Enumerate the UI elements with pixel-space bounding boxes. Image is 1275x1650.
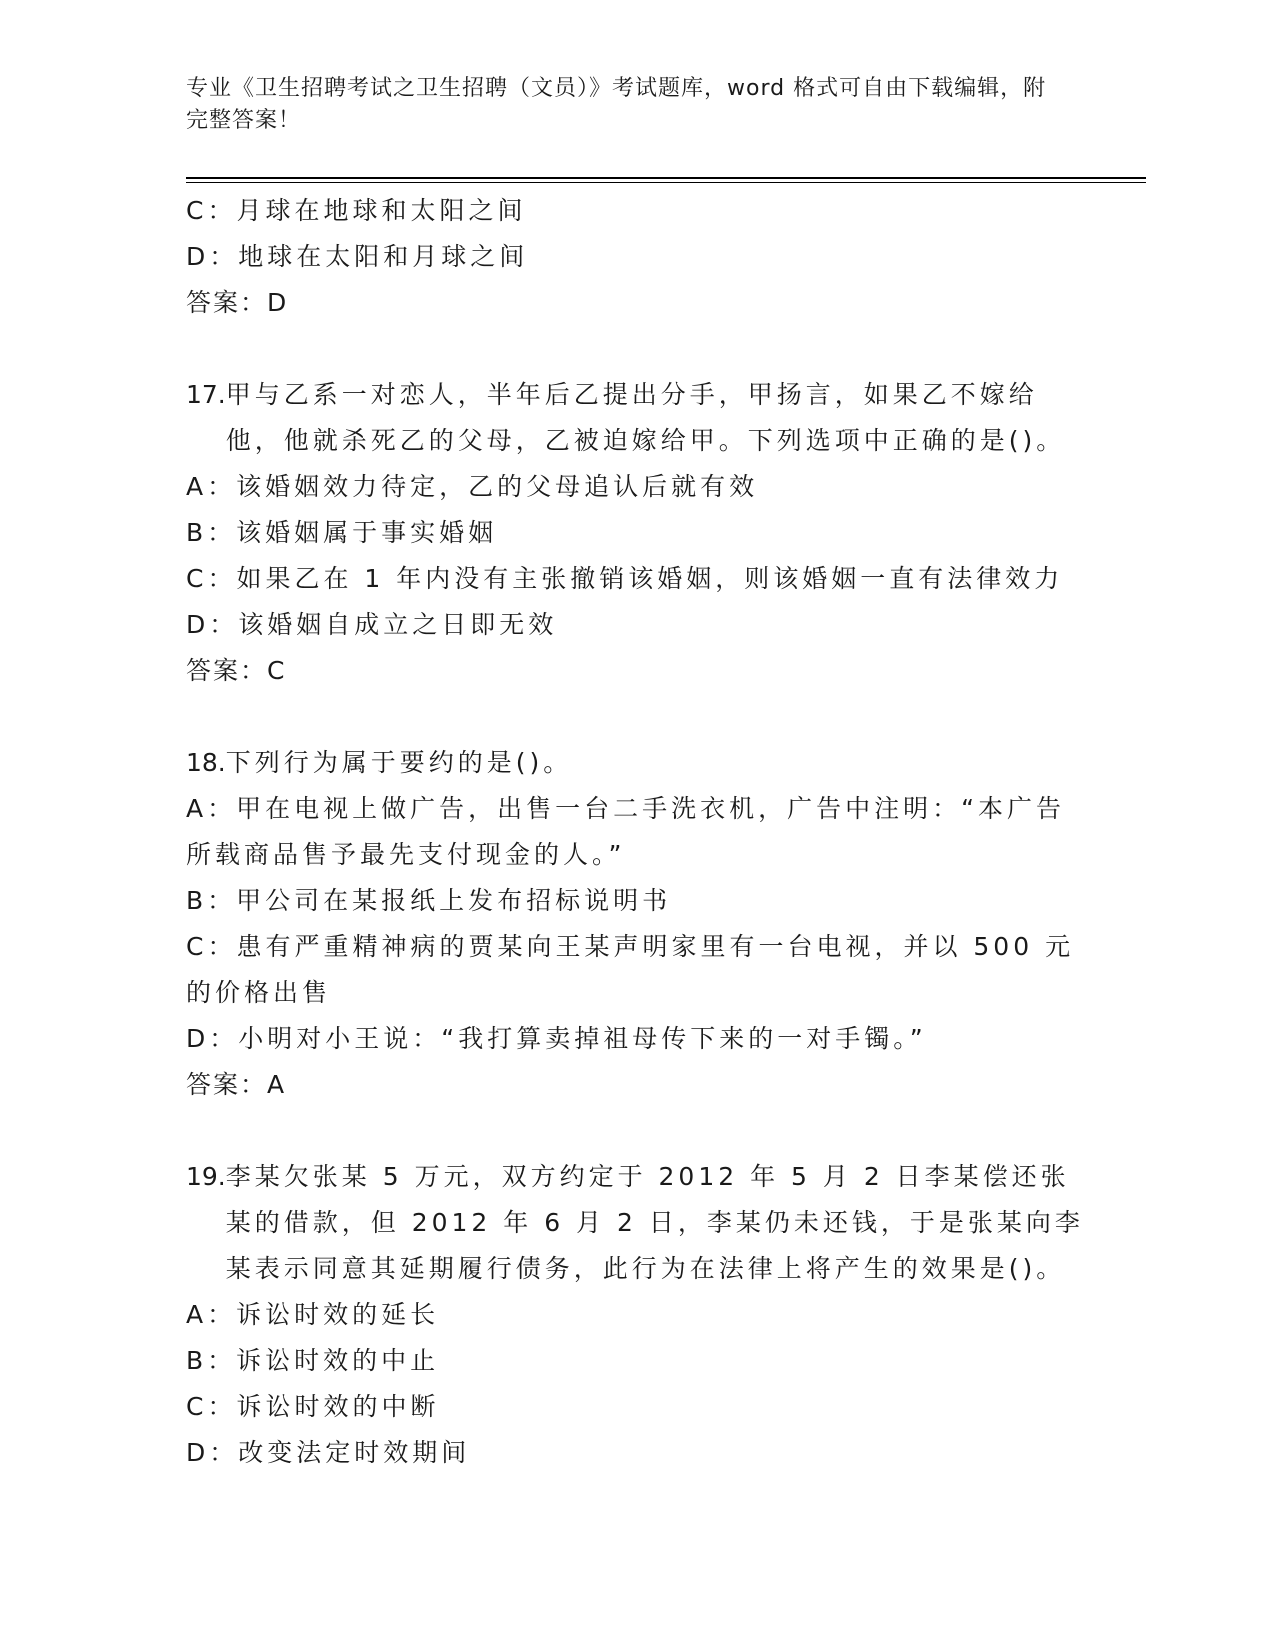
option-d: D：改变法定时效期间	[186, 1438, 471, 1467]
question-16-continued	[186, 188, 1086, 326]
option-d: D：地球在太阳和月球之间	[186, 242, 529, 271]
question-text: 下列行为属于要约的是()。	[225, 748, 573, 777]
option-a: A：诉讼时效的延长	[186, 1300, 440, 1329]
question-stem	[186, 372, 1086, 464]
option-b: B：诉讼时效的中止	[186, 1346, 440, 1375]
option-c: C：诉讼时效的中断	[186, 1392, 440, 1421]
option-c: C：如果乙在 1 年内没有主张撤销该婚姻，则该婚姻一直有法律效力	[186, 564, 1064, 593]
answer-line: 答案：C	[186, 656, 287, 685]
question-text: 甲与乙系一对恋人，半年后乙提出分手，甲扬言，如果乙不嫁给他，他就杀死乙的父母，乙被迫嫁给甲。下列选项中正确的是()。	[225, 380, 1066, 455]
option-d: D：小明对小王说：“我打算卖掉祖母传下来的一对手镯。”	[186, 1024, 927, 1053]
option-a: A：甲在电视上做广告，出售一台二手洗衣机，广告中注明：“本广告所载商品售予最先支付现金的人。”	[186, 794, 1066, 869]
question-number: 17.	[186, 380, 226, 409]
question-stem	[186, 740, 1086, 786]
option-c: C：患有严重精神病的贾某向王某声明家里有一台电视，并以 500 元的价格出售	[186, 932, 1075, 1007]
option-b: B：该婚姻属于事实婚姻	[186, 518, 498, 547]
question-18	[186, 740, 1086, 1108]
option-d: D：该婚姻自成立之日即无效	[186, 610, 558, 639]
question-text: 李某欠张某 5 万元，双方约定于 2012 年 5 月 2 日李某偿还张某的借款，但 2012 年 6 月 2 日，李某仍未还钱，于是张某向李某表示同意其延期履行债务，此行为在法律上将产生的效果是()。	[225, 1162, 1084, 1283]
answer-line: 答案：A	[186, 1070, 287, 1099]
option-a: A：该婚姻效力待定，乙的父母追认后就有效	[186, 472, 759, 501]
answer-line: 答案：D	[186, 288, 289, 317]
page-header: 专业《卫生招聘考试之卫生招聘（文员）》考试题库，word 格式可自由下载编辑，附完整答案！	[186, 76, 1047, 133]
question-number: 18.	[186, 748, 226, 777]
question-stem	[186, 1154, 1086, 1292]
header-divider-thin	[186, 182, 1146, 183]
question-list	[186, 188, 1086, 1476]
option-c: C：月球在地球和太阳之间	[186, 196, 527, 225]
header-divider-thick	[186, 177, 1146, 179]
question-number: 19.	[186, 1162, 226, 1191]
option-b: B：甲公司在某报纸上发布招标说明书	[186, 886, 672, 915]
question-17	[186, 372, 1086, 694]
question-19	[186, 1154, 1086, 1476]
